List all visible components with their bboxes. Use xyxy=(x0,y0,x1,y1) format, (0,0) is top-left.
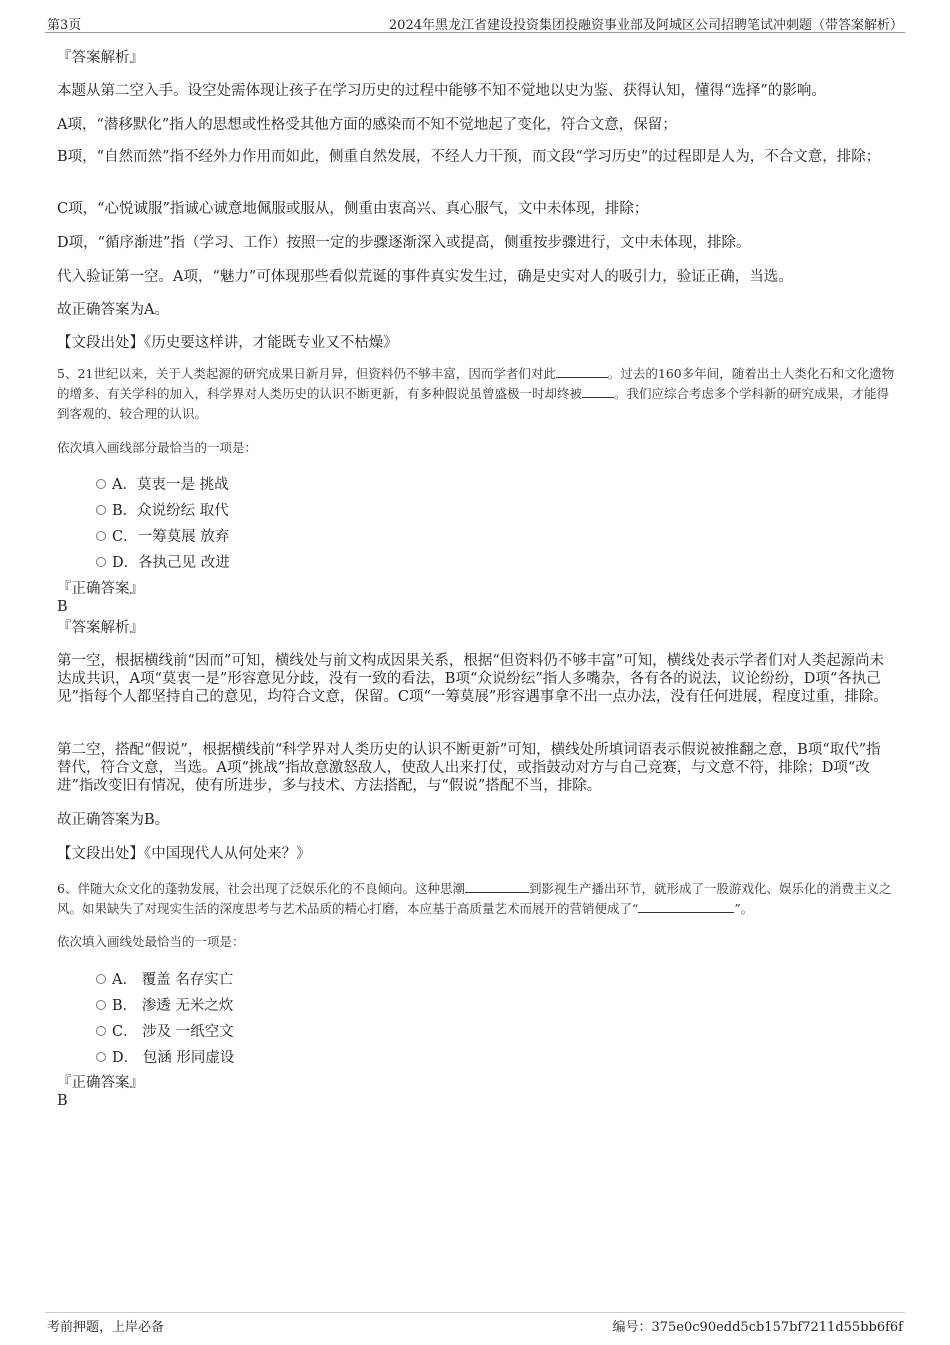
q5-analysis-p1: 第一空，根据横线前“因而”可知，横线处与前文构成因果关系，根据“但资料仍不够丰富”可知，横线处表示学者们对人类起源尚未达成共识，A项“莫衷一是”形容意见分歧，没有一致的看法，B项“众说纷纭”指人多嘴杂，各有各的说法，议论纷纷，D项“各执己见”指每个人都坚持自己的意见，均符合文意，保留。C项“一筹莫展”形容遇事拿不出一点办法，没有任何进展，程度过重，排除。 xyxy=(57,653,888,705)
footer-slogan: 考前押题，上岸必备 xyxy=(47,1320,165,1335)
q5-stem-part-c: 。我们应综合考虑多个学科新的研究成果，才能得到客观的、较合理的认识。 xyxy=(57,386,890,421)
q6-blank-1 xyxy=(465,892,529,893)
q6-option-b[interactable]: B． 渗透 无米之炊 xyxy=(96,994,233,1015)
radio-icon[interactable] xyxy=(96,1000,106,1010)
radio-icon[interactable] xyxy=(96,531,106,541)
q4-answer-statement: 故正确答案为A。 xyxy=(57,302,169,318)
q5-option-b[interactable]: B．众说纷纭 取代 xyxy=(96,499,229,520)
q6-blank-2 xyxy=(638,912,734,913)
q5-answer-statement: 故正确答案为B。 xyxy=(57,812,170,828)
footer-serial: 编号：375e0c90edd5cb157bf7211d55bb6f6f xyxy=(612,1320,903,1335)
q6-stem-part-c: ”。 xyxy=(734,901,754,916)
q6-stem xyxy=(57,879,895,919)
q5-option-a[interactable]: A．莫衷一是 挑战 xyxy=(96,473,229,494)
q5-blank-2 xyxy=(582,397,614,398)
q5-stem-part-a: 5、21世纪以来，关于人类起源的研究成果日新月异，但资料仍不够丰富，因而学者们对此 xyxy=(57,366,556,381)
q5-instruction: 依次填入画线部分最恰当的一项是： xyxy=(57,440,258,455)
q5-correct-label: 『正确答案』 xyxy=(57,581,144,597)
q4-source: 【文段出处】《历史要这样讲，才能既专业又不枯燥》 xyxy=(57,335,398,351)
page-header xyxy=(45,14,905,33)
q4-analysis-p1: 本题从第二空入手。设空处需体现让孩子在学习历史的过程中能够不知不觉地以史为鉴、获得认知，懂得“选择”的影响。 xyxy=(57,83,826,99)
radio-icon[interactable] xyxy=(96,505,106,515)
radio-icon[interactable] xyxy=(96,1052,106,1062)
radio-icon[interactable] xyxy=(96,557,106,567)
q4-analysis-p5: D项，“循序渐进”指（学习、工作）按照一定的步骤逐渐深入或提高，侧重按步骤进行，文中未体现，排除。 xyxy=(57,235,751,251)
q6-option-c[interactable]: C． 涉及 一纸空文 xyxy=(96,1020,234,1041)
q5-correct-answer: B xyxy=(57,599,68,615)
q4-analysis-label: 『答案解析』 xyxy=(57,50,144,66)
q4-analysis-p3: B项，“自然而然”指不经外力作用而如此，侧重自然发展，不经人力干预，而文段“学习历史”的过程即是人为，不合文意，排除； xyxy=(57,149,881,165)
q5-analysis-label: 『答案解析』 xyxy=(57,620,144,636)
q5-blank-1 xyxy=(556,377,608,378)
q6-option-d[interactable]: D． 包涵 形同虚设 xyxy=(96,1046,234,1067)
q6-stem-part-a: 6、伴随大众文化的蓬勃发展，社会出现了泛娱乐化的不良倾向。这种思潮 xyxy=(57,881,465,896)
radio-icon[interactable] xyxy=(96,479,106,489)
q6-stem-part-b: 到影视生产播出环节，就形成了一股游戏化、娱乐化的消费主义之风。如果缺失了对现实生活的深度思考与艺术品质的精心打磨，本应基于高质量艺术而展开的营销便成了“ xyxy=(57,881,892,916)
q5-stem xyxy=(57,364,895,424)
q5-source: 【文段出处】《中国现代人从何处来？》 xyxy=(57,846,311,862)
radio-icon[interactable] xyxy=(96,1026,106,1036)
q5-option-d[interactable]: D．各执己见 改进 xyxy=(96,551,230,572)
q4-analysis-p4: C项，“心悦诚服”指诚心诚意地佩服或服从，侧重由衷高兴、真心服气，文中未体现，排除； xyxy=(57,201,649,217)
q5-stem-part-b: 。过去的160多年间，随着出土人类化石和文化遗物的增多、有关学科的加入，科学界对人类历史的认识不断更新，有多种假说虽曾盛极一时却终被 xyxy=(57,366,895,401)
q4-analysis-p2: A项，“潜移默化”指人的思想或性格受其他方面的感染而不知不觉地起了变化，符合文意，保留； xyxy=(57,117,677,133)
page-number: 第3页 xyxy=(47,18,82,33)
radio-icon[interactable] xyxy=(96,974,106,984)
q4-analysis-p6: 代入验证第一空。A项，“魅力”可体现那些看似荒诞的事件真实发生过，确是史实对人的吸引力，验证正确，当选。 xyxy=(57,269,793,285)
q5-analysis-p2: 第二空，搭配“假说”，根据横线前“科学界对人类历史的认识不断更新”可知，横线处所填词语表示假说被推翻之意，B项“取代”指替代，符合文意，当选。A项“挑战”指故意激怒敌人，使敌人出来打仗，或指鼓动对方与自己竞赛，与文意不符，排除；D项“改进”指改变旧有情况，使有所进步，多与技术、方法搭配，与“假说”搭配不当，排除。 xyxy=(57,742,881,794)
document-title: 2024年黑龙江省建设投资集团投融资事业部及阿城区公司招聘笔试冲刺题（带答案解析） xyxy=(388,18,903,33)
q6-correct-label: 『正确答案』 xyxy=(57,1075,144,1091)
q5-option-c[interactable]: C．一筹莫展 放弃 xyxy=(96,525,229,546)
page-footer xyxy=(45,1312,905,1336)
q6-instruction: 依次填入画线处最恰当的一项是： xyxy=(57,934,245,949)
q6-correct-answer: B xyxy=(57,1093,68,1109)
q6-option-a[interactable]: A． 覆盖 名存实亡 xyxy=(96,968,233,989)
